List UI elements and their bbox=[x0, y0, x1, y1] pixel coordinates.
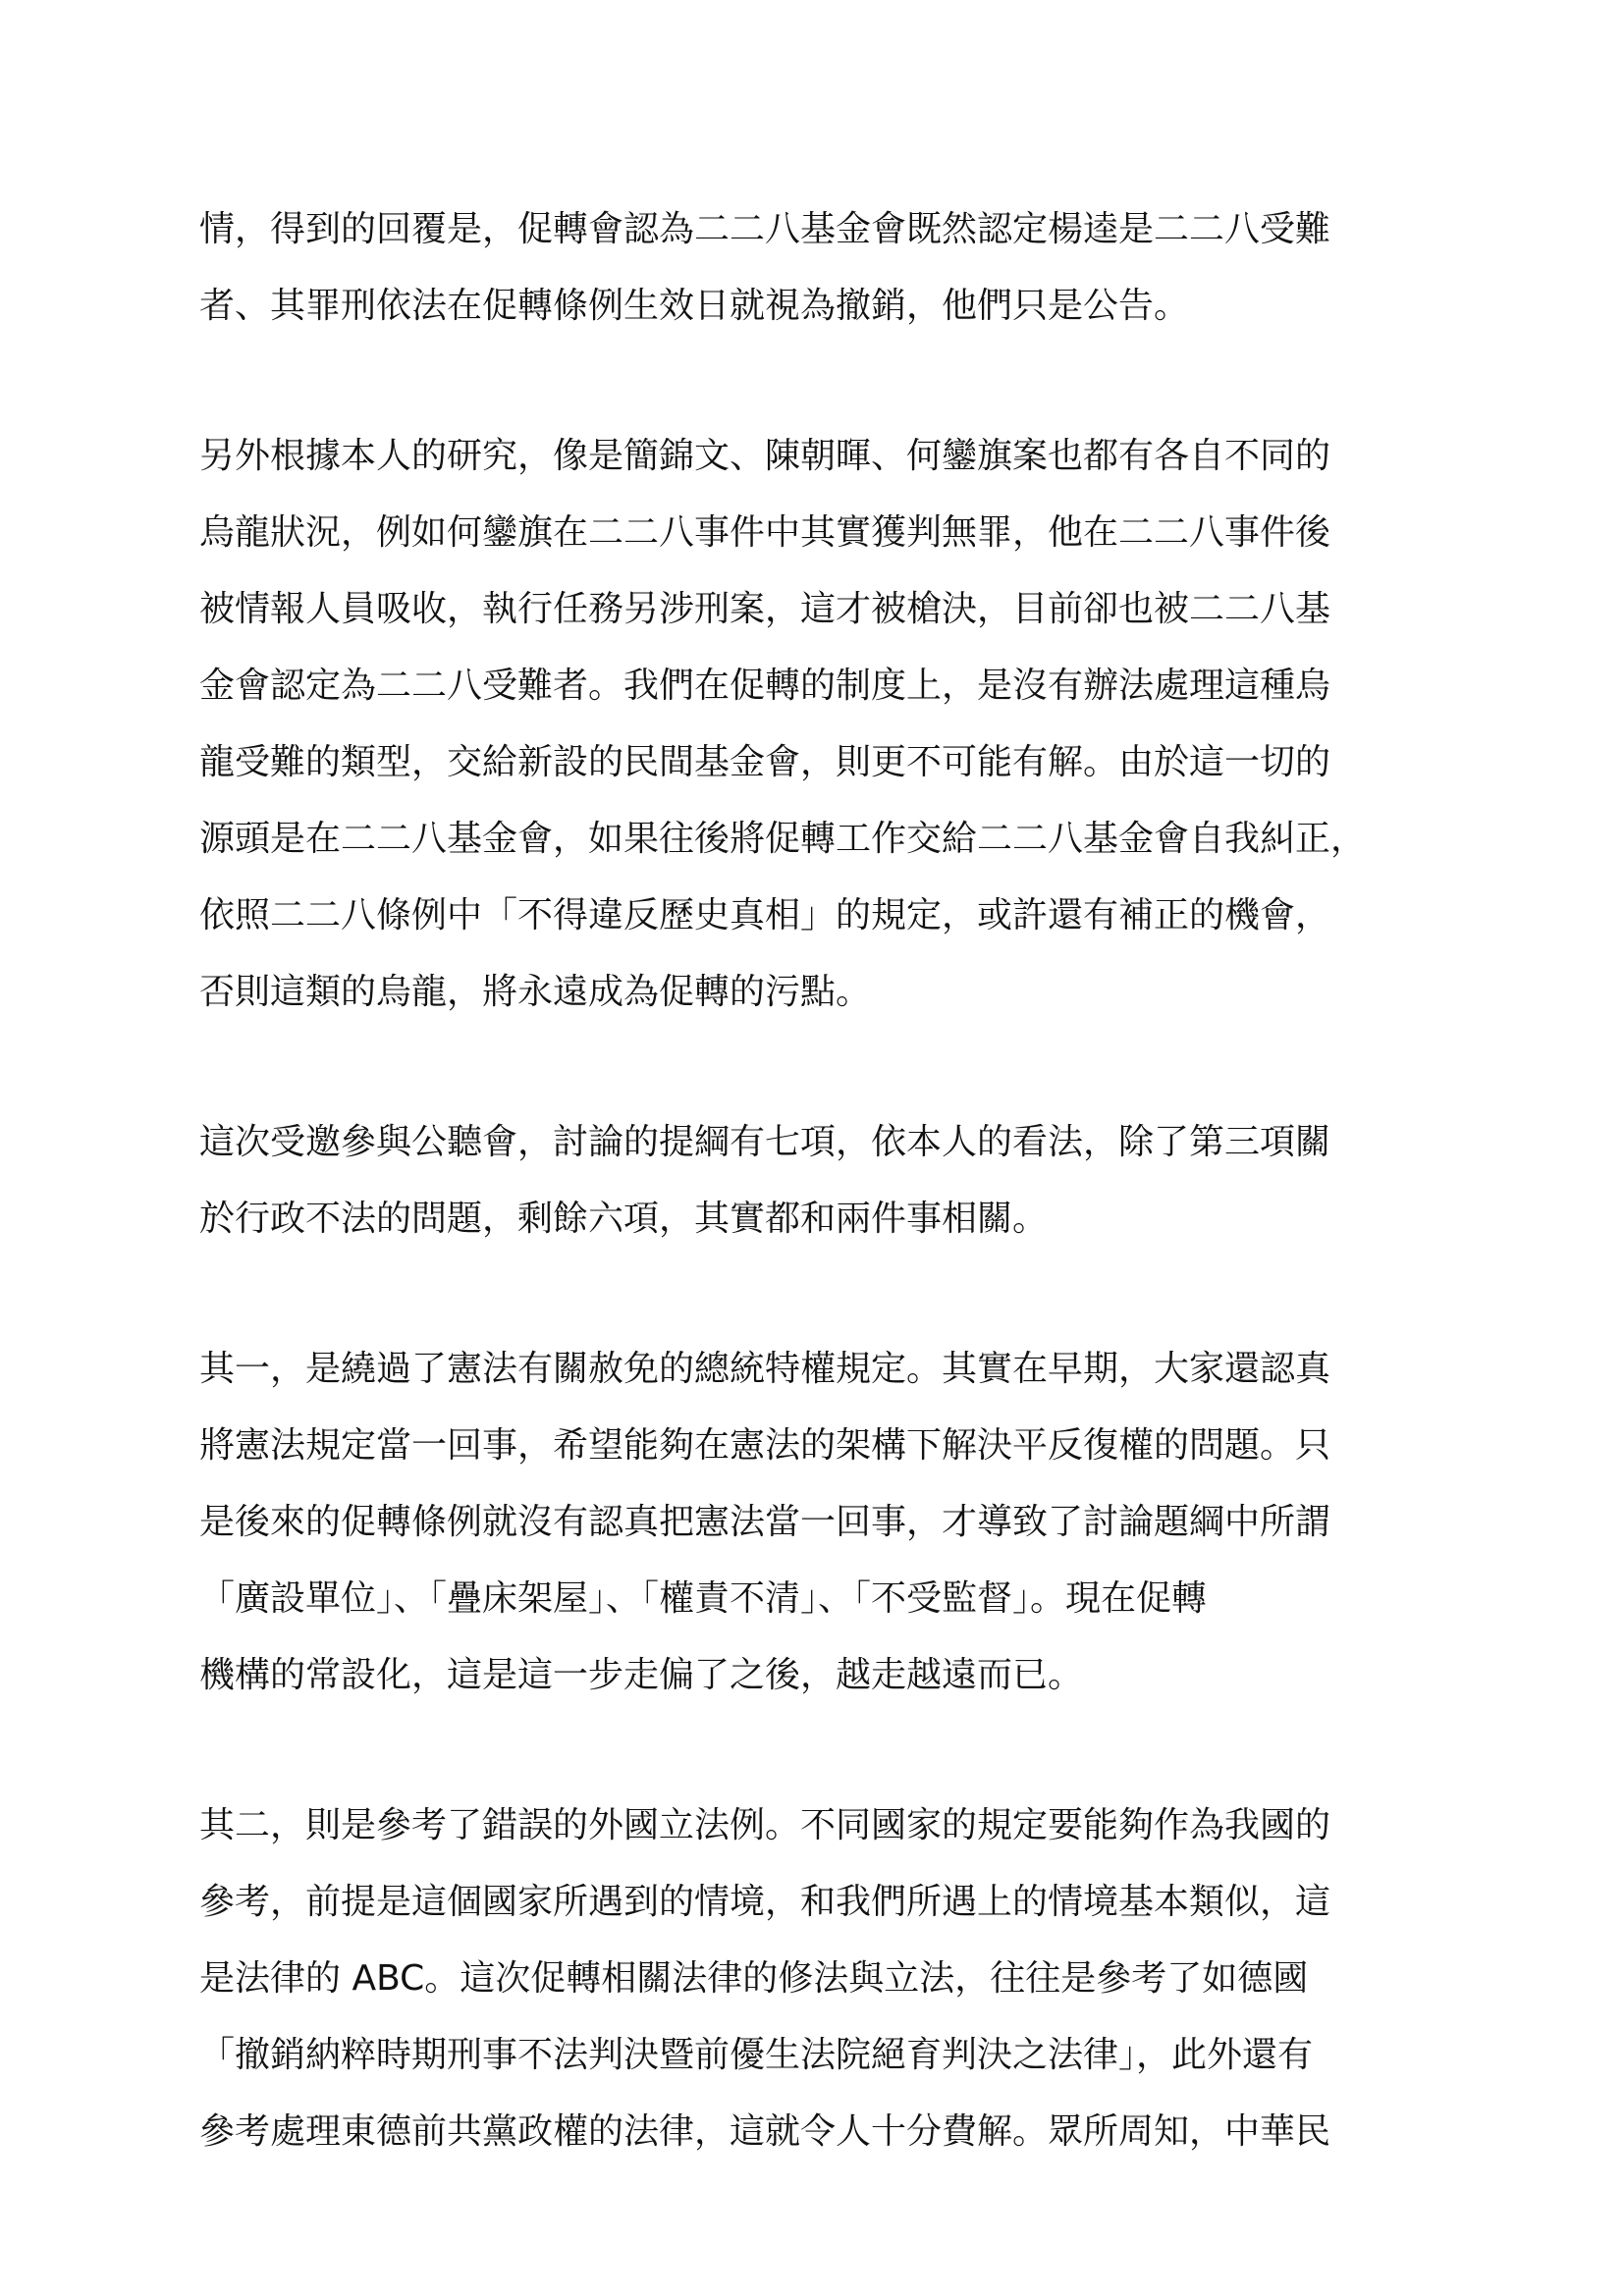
text-line: 是法律的 ABC。這次促轉相關法律的修法與立法，往往是參考了如德國 bbox=[199, 1958, 1309, 1999]
document-body bbox=[199, 204, 1476, 2257]
paragraph-1 bbox=[199, 204, 1476, 357]
text-line: 參考，前提是這個國家所遇到的情境，和我們所遇上的情境基本類似，這 bbox=[199, 1882, 1331, 1922]
text-line: 是後來的促轉條例就沒有認真把憲法當一回事，才導致了討論題綱中所謂 bbox=[199, 1502, 1331, 1542]
paragraph-4 bbox=[199, 1344, 1476, 1727]
paragraph-5 bbox=[199, 1800, 1476, 2183]
text-line: 於行政不法的問題，剩餘六項，其實都和兩件事相關。 bbox=[199, 1199, 1049, 1239]
text-line: 參考處理東德前共黨政權的法律，這就令人十分費解。眾所周知，中華民 bbox=[199, 2111, 1331, 2152]
text-line: 被情報人員吸收，執行任務另涉刑案，這才被槍決，目前卻也被二二八基 bbox=[199, 589, 1331, 629]
paragraph-2 bbox=[199, 431, 1476, 1043]
text-line: 「撤銷納粹時期刑事不法判決暨前優生法院絕育判決之法律」，此外還有 bbox=[199, 2035, 1314, 2075]
text-line: 情，得到的回覆是，促轉會認為二二八基金會既然認定楊逵是二二八受難 bbox=[199, 209, 1331, 249]
paragraph-3 bbox=[199, 1117, 1476, 1270]
text-line: 其一，是繞過了憲法有關赦免的總統特權規定。其實在早期，大家還認真 bbox=[199, 1349, 1331, 1389]
text-line: 「廣設單位」、「疊床架屋」、「權責不清」、「不受監督」。現在促轉 bbox=[199, 1578, 1208, 1619]
text-line: 這次受邀參與公聽會，討論的提綱有七項，依本人的看法，除了第三項關 bbox=[199, 1122, 1331, 1162]
text-line: 其二，則是參考了錯誤的外國立法例。不同國家的規定要能夠作為我國的 bbox=[199, 1805, 1331, 1845]
text-line: 源頭是在二二八基金會，如果往後將促轉工作交給二二八基金會自我糾正， bbox=[199, 819, 1367, 859]
text-line: 烏龍狀況，例如何鑾旗在二二八事件中其實獲判無罪，他在二二八事件後 bbox=[199, 512, 1331, 553]
text-line: 者、其罪刑依法在促轉條例生效日就視為撤銷，他們只是公告。 bbox=[199, 286, 1190, 326]
text-line: 機構的常設化，這是這一步走偏了之後，越走越遠而已。 bbox=[199, 1655, 1084, 1695]
text-line: 否則這類的烏龍，將永遠成為促轉的污點。 bbox=[199, 972, 872, 1012]
text-line: 將憲法規定當一回事，希望能夠在憲法的架構下解決平反復權的問題。只 bbox=[199, 1425, 1331, 1466]
text-line: 依照二二八條例中「不得違反歷史真相」的規定，或許還有補正的機會， bbox=[199, 895, 1331, 935]
text-line: 龍受難的類型，交給新設的民間基金會，則更不可能有解。由於這一切的 bbox=[199, 742, 1331, 782]
text-line: 另外根據本人的研究，像是簡錦文、陳朝暉、何鑾旗案也都有各自不同的 bbox=[199, 436, 1331, 476]
text-line: 金會認定為二二八受難者。我們在促轉的制度上，是沒有辦法處理這種烏 bbox=[199, 666, 1331, 706]
